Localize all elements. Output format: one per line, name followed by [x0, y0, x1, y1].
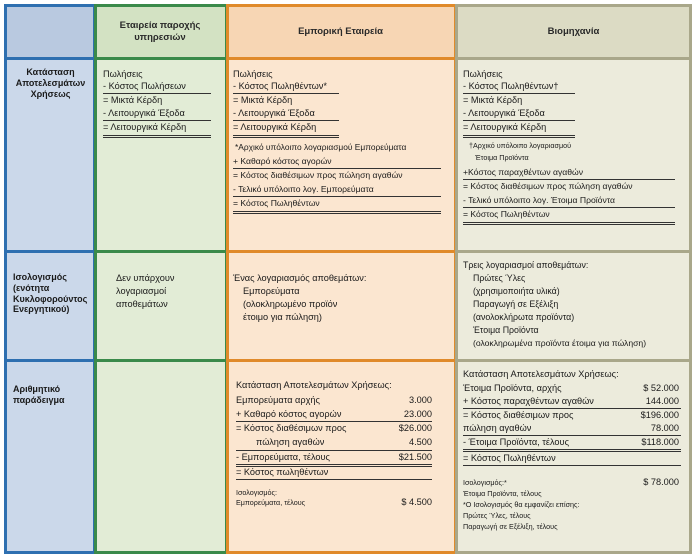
mfg-example-label: Έτοιμα Προϊόντα, αρχής	[463, 383, 562, 393]
merch-income-line: - Κόστος Πωληθέντων*	[233, 81, 327, 91]
merch-example-value: $21.500	[398, 452, 432, 462]
merch-example-title: Κατάσταση Αποτελεσμάτων Χρήσεως:	[236, 380, 392, 390]
merch-example-label: = Κόστος διαθέσιμων προς	[236, 423, 347, 433]
divider	[455, 359, 692, 362]
service-income-line: = Μικτά Κέρδη	[103, 95, 163, 105]
mfg-example-title: Κατάσταση Αποτελεσμάτων Χρήσεως:	[463, 369, 619, 379]
merch-balance-line: Εμπορεύματα	[243, 286, 300, 296]
merch-example-bs-value: $ 4.500	[401, 497, 432, 507]
mfg-example-value: $118.000	[641, 437, 679, 447]
divider	[94, 359, 228, 362]
divider	[455, 57, 692, 60]
mfg-balance-sheet	[455, 252, 692, 362]
merch-income-statement	[226, 59, 455, 252]
mfg-cogs-line: = Κόστος Πωληθέντων	[463, 209, 550, 219]
merch-example-label: πώληση αγαθών	[256, 437, 325, 447]
merch-balance-line: Ένας λογαριασμός αποθεμάτων:	[233, 273, 367, 283]
mfg-example-value: 78.000	[650, 423, 679, 433]
service-income-line: - Λειτουργικά Έξοδα	[103, 108, 185, 118]
divider	[94, 57, 228, 60]
row-label-numeric-example	[4, 362, 94, 554]
merch-balance-line: (ολοκληρωμένο προϊόν	[243, 299, 338, 309]
mfg-example-note: Παραγωγή σε Εξέλιξη, τέλους	[463, 522, 558, 531]
mfg-example-value: $196.000	[640, 410, 679, 420]
divider	[4, 57, 96, 60]
mfg-balance-line: Παραγωγή σε Εξέλιξη	[473, 299, 559, 309]
mfg-example-bs-value: $ 78.000	[643, 477, 679, 487]
mfg-income-line: = Μικτά Κέρδη	[463, 95, 523, 105]
service-example-empty	[94, 362, 226, 554]
divider	[226, 359, 457, 362]
merch-example-value: 23.000	[403, 409, 432, 419]
service-income-line: - Κόστος Πωλήσεων	[103, 81, 186, 91]
service-balance-sheet	[94, 252, 226, 362]
mfg-income-line: - Κόστος Πωληθέντων†	[463, 81, 559, 91]
service-balance-line: Δεν υπάρχουν	[116, 273, 175, 283]
mfg-example-label: πώληση αγαθών	[463, 423, 532, 433]
divider	[4, 359, 96, 362]
header-manufacturing-company: Βιομηχανία	[455, 4, 692, 59]
mfg-balance-line: (ανολοκλήρωτα προϊόντα)	[473, 312, 575, 322]
service-balance-line: λογαριασμοί	[116, 286, 167, 296]
row-label-text: Κατάσταση Αποτελεσμάτων Χρήσεως	[15, 67, 86, 99]
divider	[94, 250, 228, 253]
mfg-cogs-line: = Κόστος διαθέσιμων προς πώληση αγαθών	[463, 181, 633, 191]
service-income-line: Πωλήσεις	[103, 69, 143, 79]
service-income-line: = Λειτουργικά Κέρδη	[103, 122, 187, 132]
merch-numeric-example	[226, 362, 455, 554]
merch-balance-sheet	[226, 252, 455, 362]
mfg-balance-line: (χρησιμοποιήτα υλικά)	[473, 286, 560, 296]
divider	[455, 250, 692, 253]
row-label-text: Ισολογισμός (ενότητα Κυκλοφορούντος Ενεργητικού)	[13, 272, 88, 315]
merch-example-label: - Εμπορεύματα, τέλους	[236, 452, 330, 462]
mfg-income-statement	[455, 59, 692, 252]
mfg-example-bs-title: Ισολογισμός:*	[463, 478, 507, 487]
mfg-example-label: = Κόστος διαθέσιμων προς	[463, 410, 574, 420]
header-blank	[4, 4, 94, 59]
divider	[226, 57, 457, 60]
row-label-balance-sheet	[4, 252, 94, 362]
mfg-cogs-line: †Αρχικό υπόλοιπο λογαριασμού	[469, 141, 572, 150]
merch-example-value: 4.500	[409, 437, 432, 447]
mfg-example-bs-item: Έτοιμα Προϊόντα, τέλους	[463, 489, 542, 498]
mfg-balance-line: Έτοιμα Προϊόντα	[473, 325, 539, 335]
mfg-example-note: Πρώτες Ύλες, τέλους	[463, 511, 531, 520]
row-label-text: Αριθμητικό παράδειγμα	[13, 384, 65, 405]
mfg-cogs-line: Έτοιμα Προϊόντα	[475, 153, 529, 162]
merch-example-bs-title: Ισολογισμός:	[236, 488, 278, 497]
mfg-example-note: *Ο Ισολογισμός θα εμφανίζει επίσης:	[463, 500, 580, 509]
divider	[226, 250, 457, 253]
mfg-example-label: = Κόστος Πωληθέντων	[463, 453, 556, 463]
divider	[4, 250, 96, 253]
mfg-balance-line: Πρώτες Ύλες	[473, 273, 526, 283]
mfg-example-value: 144.000	[645, 396, 679, 406]
merch-cogs-line: - Τελικό υπόλοιπο λογ. Εμπορεύματα	[233, 184, 374, 194]
merch-cogs-line: *Αρχικό υπόλοιπο λογαριασμού Εμπορεύματα	[235, 142, 407, 152]
mfg-example-label: + Κόστος παραχθέντων αγαθών	[463, 396, 594, 406]
merch-example-label: + Καθαρό κόστος αγορών	[236, 409, 342, 419]
header-merchandising-company: Εμπορική Εταιρεία	[226, 4, 455, 59]
merch-income-line: Πωλήσεις	[233, 69, 273, 79]
merch-example-value: $26.000	[398, 423, 432, 433]
merch-income-line: - Λειτουργικά Έξοδα	[233, 108, 315, 118]
mfg-cogs-line: +Κόστος παραχθέντων αγαθών	[463, 167, 584, 177]
service-income-statement	[94, 59, 226, 252]
merch-example-label: Εμπορεύματα αρχής	[236, 395, 320, 405]
merch-income-line: = Μικτά Κέρδη	[233, 95, 293, 105]
mfg-balance-line: Τρεις λογαριασμοί αποθεμάτων:	[463, 260, 589, 270]
mfg-cogs-line: - Τελικό υπόλοιπο λογ. Έτοιμα Προϊόντα	[463, 195, 615, 205]
comparison-table	[4, 4, 692, 554]
service-balance-line: αποθεμάτων	[116, 299, 168, 309]
mfg-balance-line: (ολοκληρωμένα προϊόντα έτοιμα για πώληση)	[473, 338, 647, 348]
header-service-company: Εταιρεία παροχής υπηρεσιών	[94, 4, 226, 59]
merch-cogs-line: = Κόστος διαθέσιμων προς πώληση αγαθών	[233, 170, 403, 180]
row-label-income-statement	[4, 59, 94, 252]
merch-example-label: = Κόστος πωληθέντων	[236, 467, 329, 477]
merch-balance-line: έτοιμο για πώληση)	[243, 312, 322, 322]
merch-example-bs-item: Εμπορεύματα, τέλους	[236, 498, 306, 507]
merch-example-value: 3.000	[409, 395, 432, 405]
mfg-income-line: - Λειτουργικά Έξοδα	[463, 108, 545, 118]
merch-cogs-line: + Καθαρό κόστος αγορών	[233, 156, 332, 166]
merch-income-line: = Λειτουργικά Κέρδη	[233, 122, 317, 132]
mfg-numeric-example	[455, 362, 692, 554]
mfg-income-line: = Λειτουργικά Κέρδη	[463, 122, 547, 132]
merch-cogs-line: = Κόστος Πωληθέντων	[233, 198, 320, 208]
mfg-example-value: $ 52.000	[643, 383, 679, 393]
mfg-income-line: Πωλήσεις	[463, 69, 503, 79]
mfg-example-label: - Έτοιμα Προϊόντα, τέλους	[463, 437, 569, 447]
